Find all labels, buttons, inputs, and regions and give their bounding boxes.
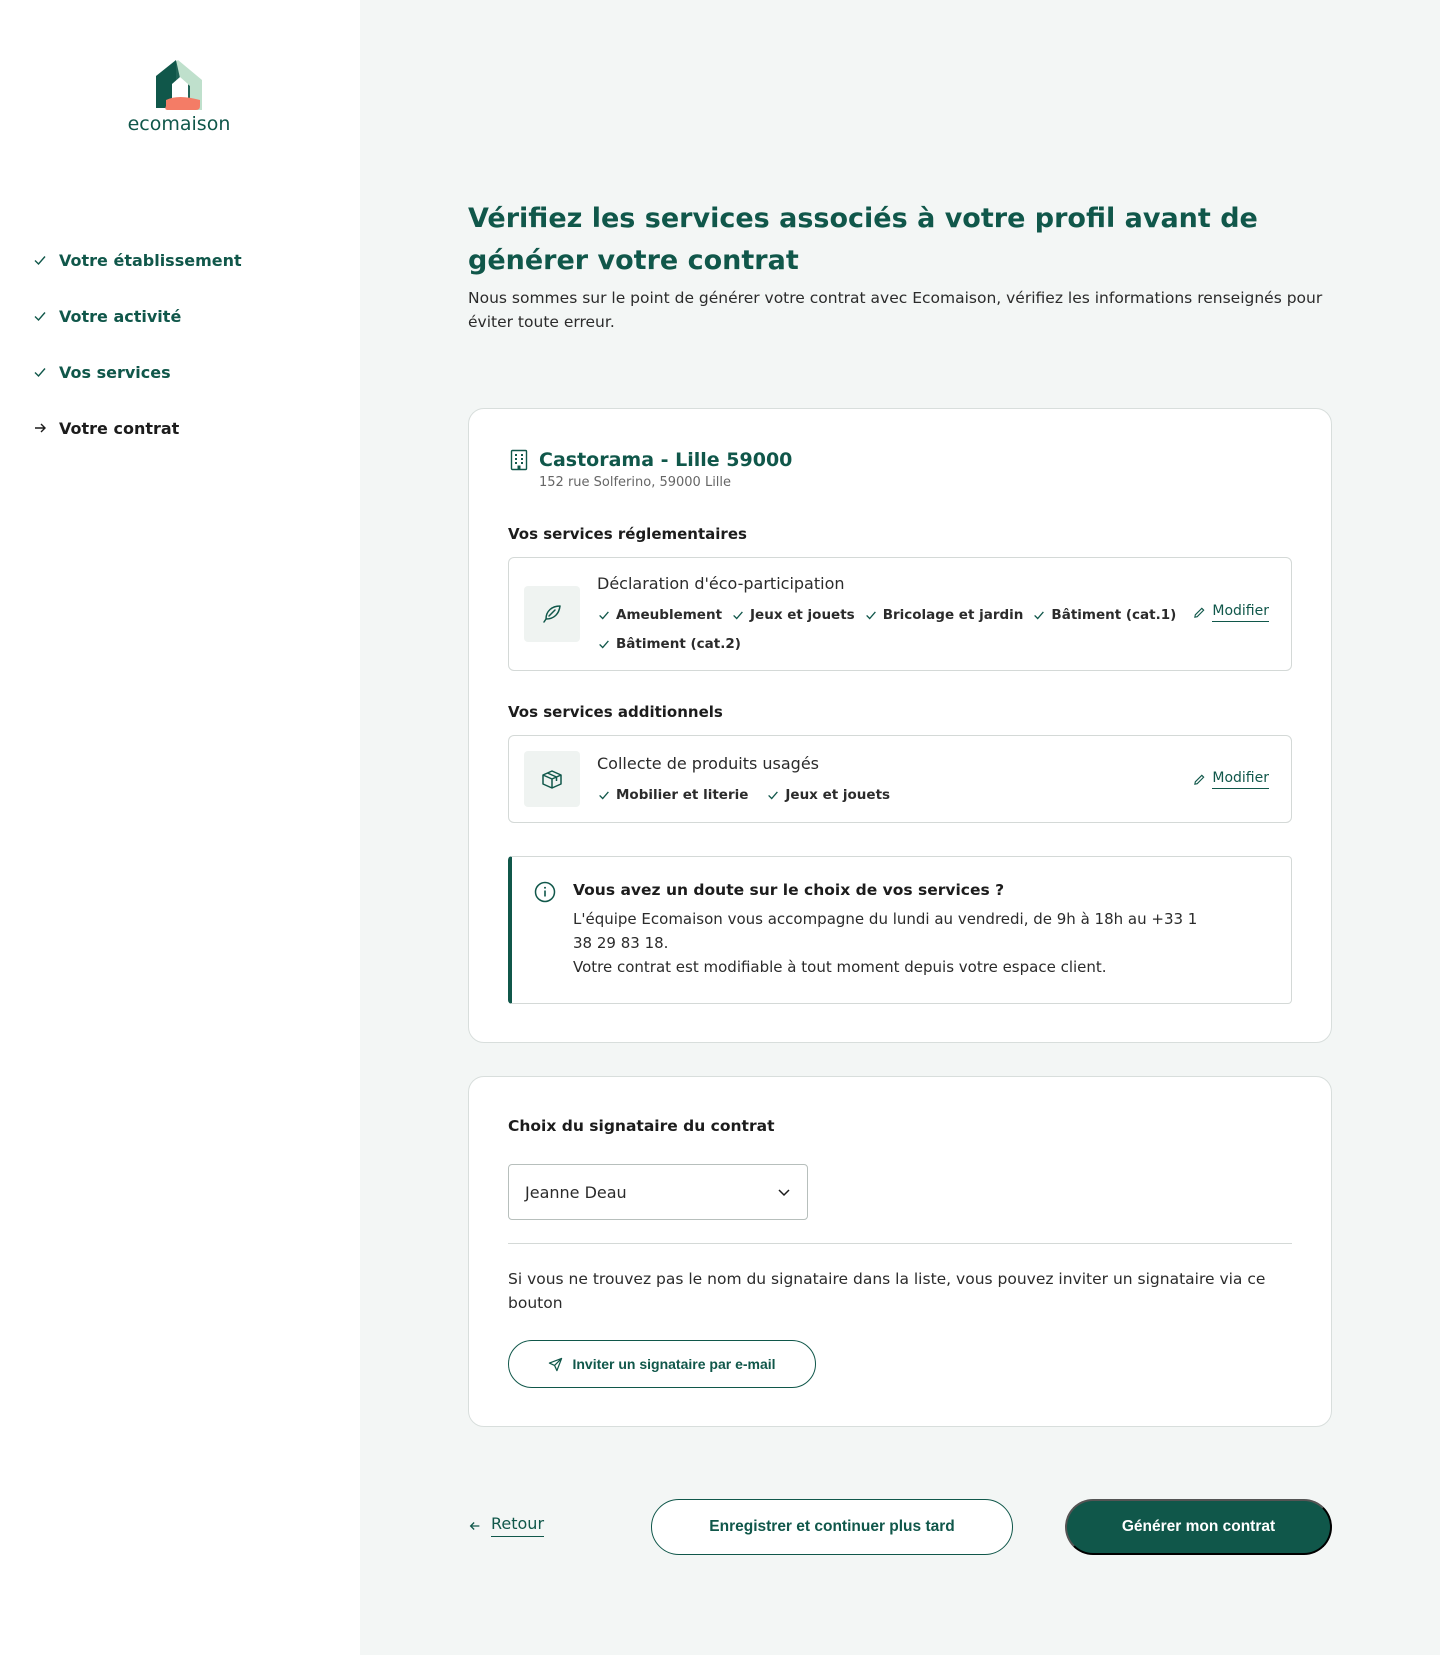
step-services[interactable] [32,344,242,400]
check-icon [597,608,611,622]
step-label: Votre établissement [59,250,242,270]
regulatory-service-title: Déclaration d'éco-participation [597,574,845,593]
check-icon [32,364,48,380]
generate-contract-button[interactable]: Générer mon contrat [1065,1499,1332,1555]
ecomaison-logo[interactable] [126,58,232,135]
package-icon [524,751,580,807]
pencil-icon [1193,606,1206,619]
page-subtitle: Nous sommes sur le point de générer votre contrat avec Ecomaison, vérifiez les informations renseignés pour éviter toute erreur. [468,289,1323,331]
tag-item [766,785,890,804]
tag-label: Bâtiment (cat.1) [1051,606,1177,623]
additional-tags [597,785,1187,804]
signatory-selected: Jeanne Deau [525,1182,627,1202]
additional-service-title: Collecte de produits usagés [597,754,820,773]
arrow-left-icon [468,1519,482,1533]
tag-label: Jeux et jouets [750,606,855,623]
back-label: Retour [491,1514,544,1537]
tag-item [597,785,748,804]
additional-service-box [508,735,1292,823]
divider [508,1243,1292,1244]
step-contrat[interactable] [32,400,242,456]
regulatory-service-box [508,557,1292,671]
check-icon [864,608,878,622]
tag-item [597,634,741,653]
back-link[interactable] [468,1514,544,1537]
check-icon [731,608,745,622]
invite-signatory-button[interactable] [508,1340,816,1388]
info-icon [534,881,556,903]
sidebar [0,0,360,1655]
check-icon [597,637,611,651]
check-icon [32,252,48,268]
tag-label: Bâtiment (cat.2) [616,635,741,652]
info-line-1: L'équipe Ecomaison vous accompagne du lundi au vendredi, de 9h à 18h au +33 1 38 29 83 18. [573,910,1198,952]
tag-label: Mobilier et literie [616,786,749,803]
signatory-card [468,1076,1332,1427]
services-card [468,408,1332,1043]
save-later-button[interactable]: Enregistrer et continuer plus tard [651,1499,1013,1555]
check-icon [597,788,611,802]
signatory-help: Si vous ne trouvez pas le nom du signataire dans la liste, vous pouvez inviter un signataire via ce bouton [508,1270,1266,1312]
check-icon [766,788,780,802]
tag-item [597,605,722,624]
step-label: Votre activité [59,306,182,326]
tag-item [864,605,1024,624]
tag-label: Jeux et jouets [785,786,891,803]
page-title: Vérifiez les services associés à votre profil avant de générer votre contrat [468,203,1258,276]
stepper [32,232,242,456]
additional-section-label: Vos services additionnels [508,703,723,721]
logo-text: ecomaison [127,113,231,135]
info-text [573,907,1213,979]
arrow-right-icon [32,420,48,436]
house-logo-icon [154,58,204,113]
store-name: Castorama - Lille 59000 [539,449,793,471]
edit-label: Modifier [1212,603,1269,622]
info-title: Vous avez un doute sur le choix de vos services ? [573,881,1005,899]
edit-regulatory-link[interactable] [1193,603,1269,622]
check-icon [1032,608,1046,622]
check-icon [32,308,48,324]
invite-label: Inviter un signataire par e-mail [572,1356,776,1372]
info-notice [508,856,1292,1004]
tag-label: Bricolage et jardin [882,606,1024,623]
step-label: Votre contrat [59,418,180,438]
tag-item [1032,605,1176,624]
tag-label: Ameublement [616,606,723,623]
store-header [509,447,792,473]
step-etablissement[interactable] [32,232,242,288]
step-label: Vos services [59,362,171,382]
tag-item [731,605,855,624]
send-icon [548,1357,563,1372]
chevron-down-icon [777,1185,791,1199]
regulatory-tags [597,605,1187,653]
feather-icon [524,586,580,642]
signatory-label: Choix du signataire du contrat [508,1117,775,1135]
building-icon [509,449,529,471]
signatory-select[interactable] [508,1164,808,1220]
info-line-2: Votre contrat est modifiable à tout moment depuis votre espace client. [573,958,1107,976]
store-address: 152 rue Solferino, 59000 Lille [539,475,732,490]
edit-additional-link[interactable] [1193,770,1269,789]
edit-label: Modifier [1212,770,1269,789]
step-activite[interactable] [32,288,242,344]
pencil-icon [1193,773,1206,786]
regulatory-section-label: Vos services réglementaires [508,525,747,543]
